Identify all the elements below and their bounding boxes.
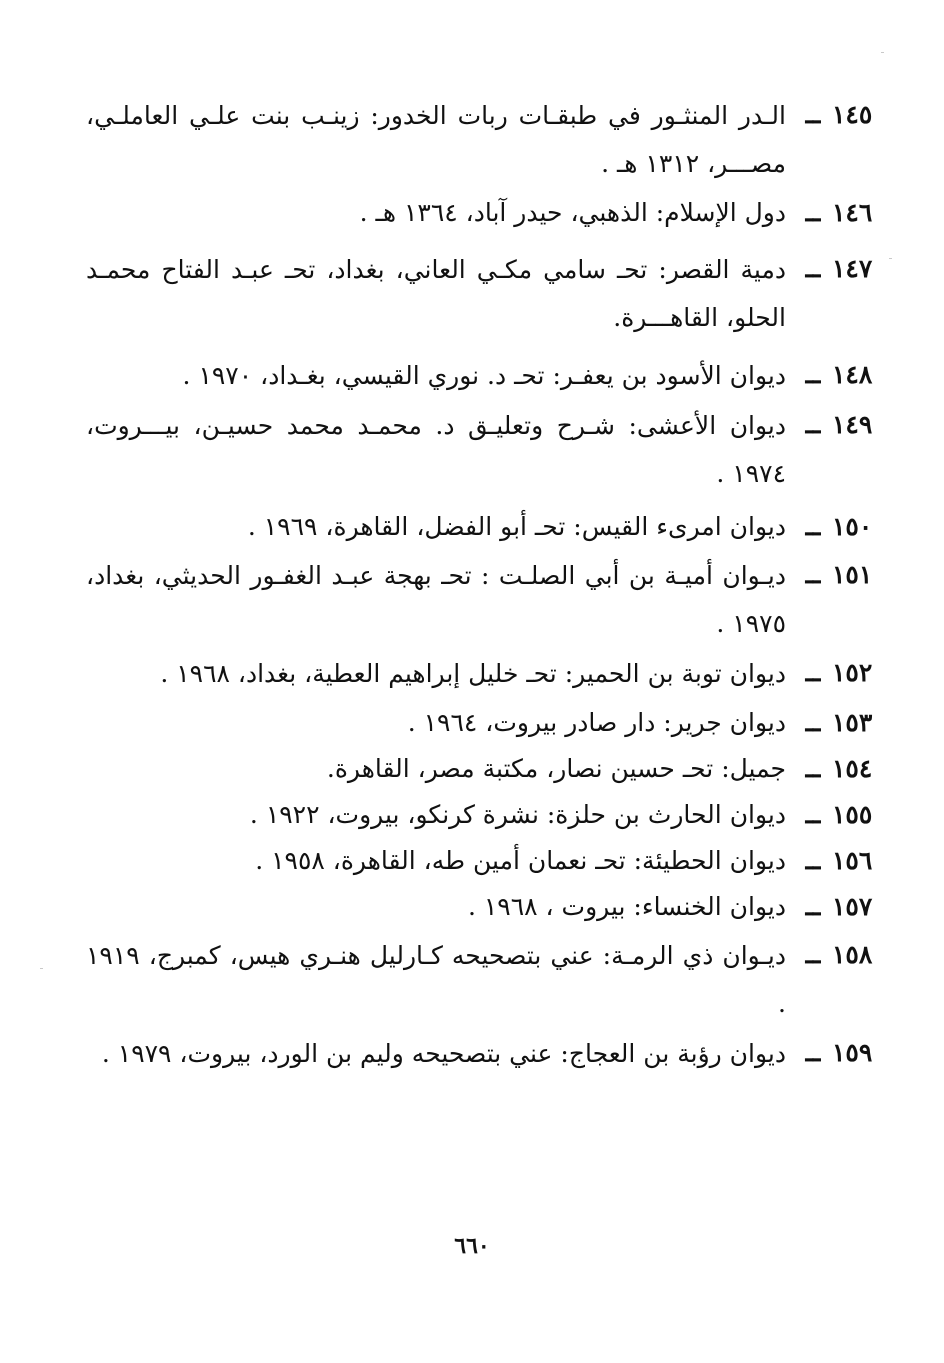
entry-number: ١٤٦ (832, 198, 873, 227)
bibliography-entry-154 (86, 746, 873, 792)
entry-number: ١٥٦ (832, 846, 873, 875)
entry-dash: ــ (805, 658, 821, 687)
entry-number: ١٤٨ (832, 360, 873, 389)
entry-text: ديوان رؤبة بن العجاج: عني بتصحيحه وليم بن الورد، بيروت، ١٩٧٩ . (101, 1039, 786, 1068)
entry-number: ١٤٩ (832, 410, 873, 439)
entry-text: جميل: تحـ حسين نصار، مكتبة مصر، القاهرة. (326, 754, 786, 783)
scan-speck (889, 258, 892, 259)
bibliography-entry-158 (86, 932, 873, 1028)
entry-text: ديوان الحارث بن حلزة: نشرة كرنكو، بيروت، ١٩٢٢ . (249, 800, 786, 829)
entry-dash: ــ (805, 560, 821, 589)
bibliography-entry-153 (86, 700, 873, 746)
entry-dash: ــ (805, 846, 821, 875)
bibliography-entry-155 (86, 792, 873, 838)
entry-dash: ــ (805, 708, 821, 737)
entry-text: ديوان الحطيئة: تحـ نعمان أمين طه، القاهرة، ١٩٥٨ . (255, 846, 786, 875)
entry-number: ١٥١ (832, 560, 873, 589)
page-number: ٦٦٠ (454, 1233, 490, 1259)
entry-dash: ــ (805, 512, 821, 541)
bibliography-list (86, 92, 873, 1078)
scan-speck (881, 52, 884, 53)
bibliography-entry-151 (86, 552, 873, 648)
bibliography-entry-147 (86, 246, 873, 342)
entry-text: دول الإسلام: الذهبي، حيدر آباد، ١٣٦٤ هـ . (359, 198, 786, 227)
entry-text: ديوان جرير: دار صادر بيروت، ١٩٦٤ . (407, 708, 786, 737)
entry-dash: ــ (805, 410, 821, 439)
entry-text: ديـوان أميـة بن أبي الصلـت : تحـ بهجة عبـد الغفـور الحديثي، بغداد، ١٩٧٥ . (86, 561, 786, 638)
entry-dash: ــ (805, 892, 821, 921)
bibliography-entry-156 (86, 838, 873, 884)
entry-number: ١٥٣ (832, 708, 873, 737)
entry-number: ١٥٤ (832, 754, 873, 783)
entry-text: ديوان توبة بن الحمير: تحـ خليل إبراهيم العطية، بغداد، ١٩٦٨ . (160, 659, 786, 688)
bibliography-entry-157 (86, 884, 873, 930)
entry-number: ١٥٩ (832, 1038, 873, 1067)
scan-speck (40, 968, 43, 969)
bibliography-entry-159 (86, 1030, 873, 1078)
entry-number: ١٥٢ (832, 658, 873, 687)
entry-number: ١٥٧ (832, 892, 873, 921)
entry-text: ديوان الأسود بن يعفـر: تحـ د. نوري القيسي، بغـداد، ١٩٧٠ . (182, 361, 786, 390)
bibliography-entry-149 (86, 402, 873, 498)
entry-number: ١٥٥ (832, 800, 873, 829)
entry-text: ديـوان ذي الرمـة: عني بتصحيحه كـارليل هنـري هيس، كمبرج، ١٩١٩ . (86, 941, 786, 1018)
entry-text: دمية القصر: تحـ سامي مكـي العاني، بغداد، تحـ عبـد الفتاح محمـد الحلو، القاهـــرة. (86, 255, 786, 332)
entry-dash: ــ (805, 940, 821, 969)
entry-text: ديوان الأعشى: شـرح وتعليـق د. محمـد محمد حسيـن، بيـــروت، ١٩٧٤ . (86, 411, 786, 488)
entry-text: الـدر المنثـور في طبقـات ربات الخدور: زينـب بنت علـي العاملـي، مصـــر، ١٣١٢ هـ . (86, 101, 786, 178)
entry-dash: ــ (805, 100, 821, 129)
entry-dash: ــ (805, 254, 821, 283)
entry-number: ١٤٧ (832, 254, 873, 283)
entry-dash: ــ (805, 1038, 821, 1067)
entry-dash: ــ (805, 754, 821, 783)
entry-text: ديوان امرىء القيس: تحـ أبو الفضل، القاهرة، ١٩٦٩ . (247, 512, 786, 541)
bibliography-entry-145 (86, 92, 873, 188)
entry-number: ١٤٥ (832, 100, 873, 129)
bibliography-entry-146 (86, 190, 873, 236)
entry-dash: ــ (805, 198, 821, 227)
entry-dash: ــ (805, 800, 821, 829)
entry-text: ديوان الخنساء: بيروت ، ١٩٦٨ . (467, 892, 786, 921)
entry-dash: ــ (805, 360, 821, 389)
entry-number: ١٥٨ (832, 940, 873, 969)
entry-number: ١٥٠ (832, 512, 873, 541)
bibliography-entry-150 (86, 504, 873, 550)
bibliography-entry-148 (86, 352, 873, 400)
bibliography-entry-152 (86, 650, 873, 698)
